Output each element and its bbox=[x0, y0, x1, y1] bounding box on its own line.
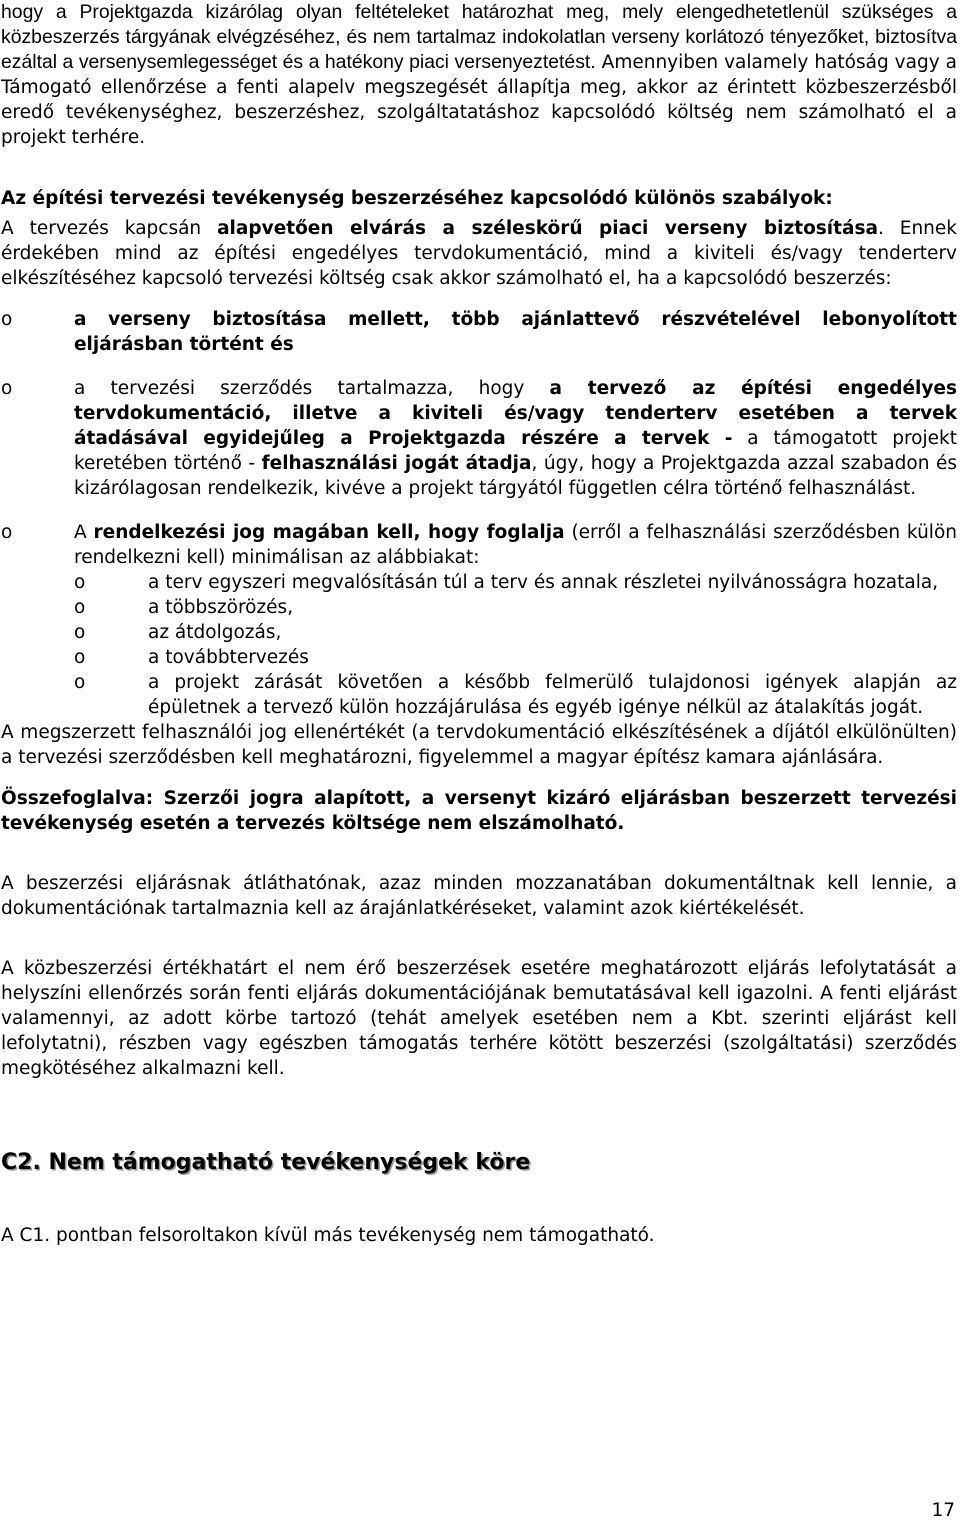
tervezes-text-a: A tervezés kapcsán bbox=[1, 218, 218, 239]
sublist-item-text: az átdolgozás, bbox=[148, 622, 282, 643]
bullet-marker: o bbox=[74, 597, 86, 618]
intro-text-rest: Amennyiben valamely hatóság vagy a Támogató ellenőrzése a fenti alapelv megszegését állapítja meg, akkor az érintett közbeszerzésből eredő tevékenységhez, beszerzéshez, szolgáltatatáshoz kapcsolódó költség nem számolható el a projekt terhére. bbox=[1, 52, 957, 148]
requirements-list bbox=[1, 307, 957, 720]
sublist-item-text: a terv egyszeri megvalósításán túl a terv és annak részletei nyilvánosságra hozatala, bbox=[148, 572, 939, 593]
bullet-marker: o bbox=[1, 378, 13, 399]
tervezes-paragraph bbox=[1, 216, 957, 291]
page-number: 17 bbox=[931, 1500, 955, 1521]
list-item bbox=[1, 520, 957, 720]
bullet-marker: o bbox=[74, 572, 86, 593]
bullet-marker: o bbox=[1, 309, 13, 330]
sublist-item bbox=[74, 670, 957, 720]
list-item-text: A bbox=[74, 522, 94, 543]
intro-paragraph bbox=[1, 0, 957, 150]
list-item-text-bold: a tervező az építési engedélyes tervdokumentáció, illetve a kiviteli és/vagy tenderterv esetében a tervek átadásával egyidejűleg a Projektgazda részére a tervek - bbox=[74, 378, 957, 449]
list-item-text-bold: rendelkezési jog magában kell, hogy foglalja bbox=[93, 522, 565, 543]
sublist-item bbox=[74, 645, 957, 670]
summary-paragraph: Összefoglalva: Szerzői jogra alapított, a versenyt kizáró eljárásban beszerzett tervezési tevékenység esetén a tervezés költsége nem elszámolható. bbox=[1, 788, 957, 834]
sublist-item-text: a továbbtervezés bbox=[148, 647, 309, 668]
bullet-marker: o bbox=[74, 647, 86, 668]
list-item bbox=[1, 307, 957, 357]
c2-paragraph: A C1. pontban felsoroltakon kívül más tevékenység nem támogatható. bbox=[1, 1225, 655, 1246]
list-item-text: a támogatott projekt keretében történő - bbox=[74, 428, 957, 474]
ertekhatar-paragraph: A közbeszerzési értékhatárt el nem érő beszerzések esetére meghatározott eljárás lefolytatását a helyszíni ellenőrzés során fenti eljárás dokumentációjának bemutatásával kell igazolni. A fenti eljárást valamennyi, az adott körbe tartozó (tehát amelyek esetében nem a Kbt. szerinti eljárást kell lefolytatni), részben vagy egészben támogatás terhére kötött beszerzési (szolgáltatási) szerződés megkötéséhez alkalmazni kell. bbox=[1, 958, 957, 1079]
sublist-item bbox=[74, 595, 957, 620]
sublist-item-text: a projekt zárását követően a később felmerülő tulajdonosi igények alapján az épületnek a tervező külön hozzájárulása és egyéb igénye nélkül az átalakítás jogát. bbox=[148, 672, 957, 718]
tervezes-text-bold: alapvetően elvárás a széleskörű piaci verseny biztosítása bbox=[217, 218, 878, 239]
list-item-text: a tervezési szerződés tartalmazza, hogy bbox=[74, 378, 550, 399]
list-item bbox=[1, 376, 957, 501]
list-item-text: (erről a felhasználási szerződésben külön rendelkezni kell) minimálisan az alábbiakat: bbox=[74, 522, 957, 568]
section-c2-title: C2. Nem támogatható tevékenységek köre bbox=[1, 1150, 531, 1175]
tervezes-text-c: . Ennek érdekében mind az építési engedélyes tervdokumentáció, mind a kiviteli és/vagy tenderterv elkészítéséhez kapcsoló tervezési költség csak akkor számolható el, ha a kapcsolódó beszerzés: bbox=[1, 218, 957, 289]
list-item-text: a verseny biztosítása mellett, több ajánlattevő részvételével lebonyolított eljárásban történt és bbox=[74, 309, 957, 355]
rights-sublist bbox=[74, 570, 957, 720]
list-item-text: , úgy, hogy a Projektgazda azzal szabadon és kizárólagosan rendelkezik, kivéve a projekt tárgyától független célra történő felhasználást. bbox=[74, 453, 957, 499]
section-heading: Az építési tervezési tevékenység beszerzéséhez kapcsolódó különös szabályok: bbox=[1, 188, 833, 209]
felhasznaloi-paragraph: A megszerzett felhasználói jog ellenértékét (a tervdokumentáció elkészítésének a díjától elkülönülten) a tervezési szerződésben kell meghatározni, figyelemmel a magyar építész kamara ajánlására. bbox=[1, 722, 957, 768]
list-item-text-bold: felhasználási jogát átadja bbox=[261, 453, 532, 474]
bullet-marker: o bbox=[1, 522, 13, 543]
sublist-item bbox=[74, 620, 957, 645]
bullet-marker: o bbox=[74, 672, 86, 693]
bullet-marker: o bbox=[74, 622, 86, 643]
atlathatosag-paragraph: A beszerzési eljárásnak átláthatónak, azaz minden mozzanatában dokumentáltnak kell lennie, a dokumentációnak tartalmaznia kell az árajánlatkéréseket, valamint azok kiértékelését. bbox=[1, 873, 957, 919]
intro-text-lead: hogy a Projektgazda kizárólag olyan feltételeket határozhat meg, mely elengedhetetlenül szükséges a közbeszerzés tárgyának elvégzéséhez, és nem tartalmaz indokolatlan verseny korlátozó tényezőket, biztosítva ezáltal a versenysemlegességet és a hatékony piaci versenyeztetést. bbox=[1, 1, 957, 73]
sublist-item bbox=[74, 570, 957, 595]
sublist-item-text: a többszörözés, bbox=[148, 597, 294, 618]
